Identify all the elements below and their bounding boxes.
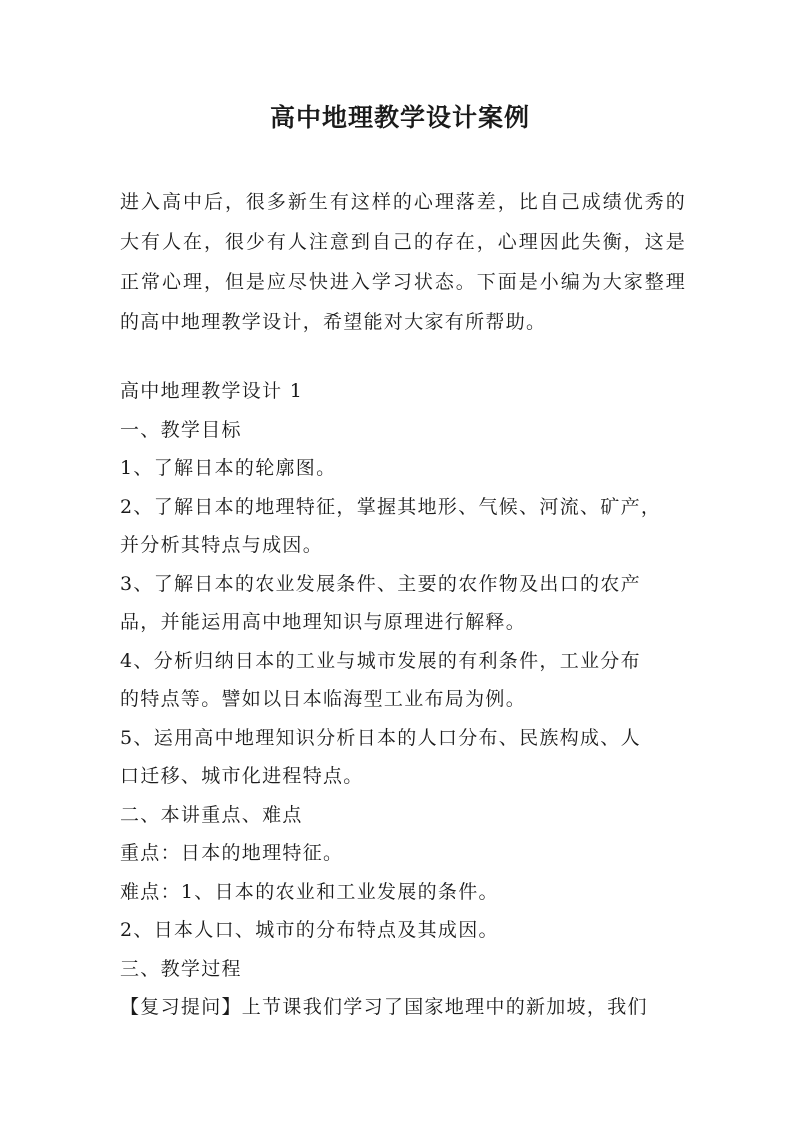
text-line: 品，并能运用高中地理知识与原理进行解释。 (120, 611, 527, 633)
section-heading: 高中地理教学设计 1 (120, 380, 304, 402)
text-line: 【复习提问】上节课我们学习了国家地理中的新加坡，我们 (120, 996, 648, 1018)
text-line: 1、了解日本的轮廓图。 (120, 457, 337, 479)
text-line: 2、日本人口、城市的分布特点及其成因。 (120, 919, 499, 941)
text-line: 2、了解日本的地理特征，掌握其地形、气候、河流、矿产， (120, 495, 662, 518)
text-line: 一、教学目标 (120, 418, 242, 441)
text-line: 难点：1、日本的农业和工业发展的条件。 (120, 880, 499, 903)
text-line: 并分析其特点与成因。 (120, 534, 324, 556)
text-line: 二、本讲重点、难点 (120, 803, 303, 826)
document-body (120, 372, 686, 1027)
intro-paragraph: 进入高中后，很多新生有这样的心理落差，比自己成绩优秀的大有人在，很少有人注意到自己的存在，心理因此失衡，这是正常心理，但是应尽快进入学习状态。下面是小编为大家整理的高中地理教学设计，希望能对大家有所帮助。 (120, 191, 686, 333)
text-line: 5、运用高中地理知识分析日本的人口分布、民族构成、人 (120, 726, 641, 749)
text-line: 4、分析归纳日本的工业与城市发展的有利条件，工业分布 (120, 649, 641, 672)
document-title: 高中地理教学设计案例 (269, 103, 530, 132)
text-line: 3、了解日本的农业发展条件、主要的农作物及出口的农产 (120, 572, 641, 595)
text-line: 重点：日本的地理特征。 (120, 842, 344, 864)
text-line: 三、教学过程 (120, 957, 242, 980)
text-line: 口迁移、城市化进程特点。 (120, 765, 364, 787)
text-line: 的特点等。譬如以日本临海型工业布局为例。 (120, 688, 527, 710)
